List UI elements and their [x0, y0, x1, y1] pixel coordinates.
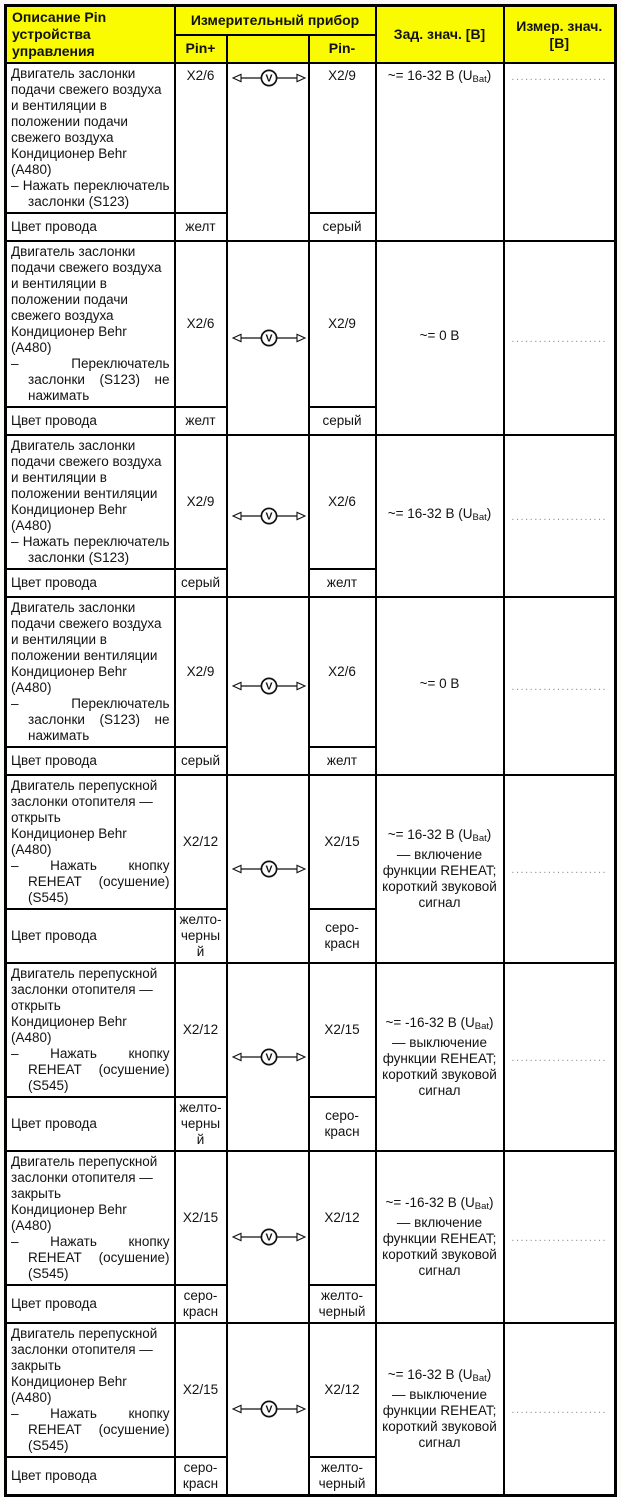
voltmeter-cell — [227, 1323, 309, 1496]
setpoint-text-tail: ) — выключение функции REHEAT; короткий звуковой сигнал — [382, 1015, 497, 1098]
voltmeter-letter: V — [264, 510, 273, 523]
voltmeter-letter: V — [264, 72, 273, 85]
header-instrument-group: Измерительный прибор — [175, 6, 376, 35]
header-setpoint: Зад. знач. [В] — [376, 6, 504, 64]
wire-color-label: Цвет провода — [6, 1457, 175, 1496]
description-row — [6, 63, 616, 213]
pin-plus-value: X2/6 — [175, 63, 227, 213]
pin-minus-value: X2/15 — [309, 775, 376, 909]
pin-minus-value: X2/15 — [309, 963, 376, 1097]
pin-plus-value: X2/9 — [175, 597, 227, 747]
pin-minus-value: X2/12 — [309, 1151, 376, 1285]
pin-block — [6, 1323, 616, 1496]
description-action: – Переключатель заслонки (S123) не нажимать — [11, 356, 170, 403]
device-description — [6, 1151, 175, 1285]
setpoint-subscript: Bat — [472, 833, 487, 844]
description-row — [6, 1151, 616, 1285]
description-action: – Переключатель заслонки (S123) не нажимать — [11, 696, 170, 743]
measured-value-cell — [504, 775, 616, 963]
wire-color-minus: серо-красн — [309, 909, 376, 963]
voltmeter-cell — [227, 1151, 309, 1323]
pin-plus-value: X2/15 — [175, 1151, 227, 1285]
measured-value-dots: ..................... — [511, 510, 608, 523]
voltmeter-icon — [232, 68, 306, 88]
measured-value-dots: ..................... — [511, 71, 608, 83]
measured-value-cell — [504, 963, 616, 1151]
wire-color-minus: желт — [309, 569, 376, 597]
voltmeter-letter: V — [264, 1403, 273, 1416]
setpoint-subscript: Bat — [472, 74, 487, 85]
header-pin-minus: Pin- — [309, 35, 376, 64]
description-device: Кондиционер Behr (A480) — [11, 502, 127, 533]
voltmeter-icon — [232, 506, 306, 526]
measured-value-cell — [504, 435, 616, 597]
setpoint-text: ~= 16-32 В (U — [387, 68, 473, 83]
setpoint-subscript: Bat — [472, 512, 487, 523]
description-device: Кондиционер Behr (A480) — [11, 826, 127, 857]
wire-color-label: Цвет провода — [6, 1285, 175, 1323]
measured-value-dots: ..................... — [511, 332, 608, 345]
pin-plus-value: X2/15 — [175, 1323, 227, 1457]
setpoint-value — [376, 1323, 504, 1496]
description-row — [6, 597, 616, 747]
wire-color-label: Цвет провода — [6, 747, 175, 775]
pin-block — [6, 1151, 616, 1323]
wire-color-plus: желт — [175, 213, 227, 241]
voltmeter-icon — [232, 1047, 306, 1067]
description-row — [6, 963, 616, 1097]
pin-measurement-table — [4, 4, 617, 1497]
description-title: Двигатель заслонки подачи свежего воздуха и вентиляции в положении вентиляции — [11, 438, 162, 501]
pin-block — [6, 597, 616, 775]
description-row — [6, 1323, 616, 1457]
device-description — [6, 1323, 175, 1457]
measured-value-dots: ..................... — [511, 1051, 608, 1064]
description-title: Двигатель перепускной заслонки отопителя — закрыть — [11, 1154, 158, 1201]
description-title: Двигатель перепускной заслонки отопителя — открыть — [11, 966, 158, 1013]
setpoint-value — [376, 241, 504, 435]
description-action: – Нажать кнопку REHEAT (осушение) (S545) — [11, 858, 170, 905]
measured-value-dots: ..................... — [511, 863, 608, 876]
description-device: Кондиционер Behr (A480) — [11, 664, 127, 695]
description-title: Двигатель заслонки подачи свежего воздуха и вентиляции в положении подачи свежего воздуха — [11, 66, 162, 145]
description-title: Двигатель заслонки подачи свежего воздуха и вентиляции в положении вентиляции — [11, 600, 162, 663]
voltmeter-letter: V — [264, 1231, 273, 1244]
setpoint-text: ~= -16-32 В (U — [385, 1195, 475, 1210]
wire-color-plus: серый — [175, 569, 227, 597]
wire-color-label: Цвет провода — [6, 407, 175, 435]
voltmeter-cell — [227, 775, 309, 963]
setpoint-text-tail: ) — [486, 506, 492, 521]
wire-color-plus: желто-черный — [175, 1097, 227, 1151]
pin-plus-value: X2/6 — [175, 241, 227, 407]
pin-block — [6, 435, 616, 597]
device-description — [6, 241, 175, 407]
setpoint-subscript: Bat — [474, 1021, 490, 1032]
setpoint-text: ~= 16-32 В (U — [387, 506, 473, 521]
description-row — [6, 241, 616, 407]
measured-value-cell — [504, 241, 616, 435]
wire-color-label: Цвет провода — [6, 1097, 175, 1151]
description-title: Двигатель перепускной заслонки отопителя — закрыть — [11, 1326, 158, 1373]
setpoint-text-tail: ) — выключение функции REHEAT; короткий звуковой сигнал — [382, 1367, 497, 1450]
header-description: Описание Pin устройства управления — [6, 6, 175, 64]
setpoint-text: ~= 0 В — [419, 328, 460, 343]
voltmeter-icon — [232, 328, 306, 348]
setpoint-text-tail: ) — [486, 68, 492, 83]
voltmeter-letter: V — [264, 1051, 273, 1064]
measured-value-cell — [504, 1323, 616, 1496]
setpoint-text-tail: ) — включение функции REHEAT; короткий звуковой сигнал — [382, 1195, 497, 1278]
pin-block — [6, 775, 616, 963]
setpoint-text-tail: ) — включение функции REHEAT; короткий звуковой сигнал — [382, 827, 497, 910]
measured-value-cell — [504, 63, 616, 241]
description-action: – Нажать переключатель заслонки (S123) — [11, 534, 170, 565]
wire-color-minus: серый — [309, 213, 376, 241]
wire-color-plus: желт — [175, 407, 227, 435]
header-voltmeter-spacer — [227, 35, 309, 64]
measured-value-cell — [504, 597, 616, 775]
wire-color-label: Цвет провода — [6, 909, 175, 963]
description-action: – Нажать переключатель заслонки (S123) — [11, 178, 170, 209]
voltmeter-icon — [232, 859, 306, 879]
header-pin-plus: Pin+ — [175, 35, 227, 64]
pin-minus-value: X2/6 — [309, 435, 376, 569]
description-action: – Нажать кнопку REHEAT (осушение) (S545) — [11, 1406, 170, 1453]
measured-value-dots: ..................... — [511, 1403, 608, 1416]
pin-plus-value: X2/12 — [175, 963, 227, 1097]
wire-color-minus: желто-черный — [309, 1285, 376, 1323]
description-action: – Нажать кнопку REHEAT (осушение) (S545) — [11, 1234, 170, 1281]
voltmeter-letter: V — [264, 332, 273, 345]
pin-block — [6, 963, 616, 1151]
description-title: Двигатель заслонки подачи свежего воздуха и вентиляции в положении подачи свежего воздуха — [11, 244, 162, 323]
wire-color-plus: желто-черный — [175, 909, 227, 963]
setpoint-value — [376, 63, 504, 241]
description-action: – Нажать кнопку REHEAT (осушение) (S545) — [11, 1046, 170, 1093]
description-device: Кондиционер Behr (A480) — [11, 1374, 127, 1405]
setpoint-value — [376, 1151, 504, 1323]
setpoint-text: ~= 0 В — [419, 676, 460, 691]
setpoint-subscript: Bat — [472, 1373, 487, 1384]
wire-color-minus: желто-черный — [309, 1457, 376, 1496]
voltmeter-cell — [227, 435, 309, 597]
setpoint-value — [376, 775, 504, 963]
pin-minus-value: X2/9 — [309, 241, 376, 407]
setpoint-text: ~= 16-32 В (U — [387, 827, 473, 842]
measured-value-dots: ..................... — [511, 680, 608, 693]
description-row — [6, 435, 616, 569]
measured-value-cell — [504, 1151, 616, 1323]
pin-block — [6, 63, 616, 241]
setpoint-subscript: Bat — [474, 1201, 490, 1212]
setpoint-text: ~= -16-32 В (U — [385, 1015, 475, 1030]
setpoint-value — [376, 963, 504, 1151]
wire-color-minus: серый — [309, 407, 376, 435]
measured-value-dots: ..................... — [511, 1231, 608, 1244]
description-device: Кондиционер Behr (A480) — [11, 146, 127, 177]
pin-minus-value: X2/6 — [309, 597, 376, 747]
voltmeter-letter: V — [264, 680, 273, 693]
description-device: Кондиционер Behr (A480) — [11, 324, 127, 355]
voltmeter-cell — [227, 63, 309, 241]
voltmeter-icon — [232, 676, 306, 696]
wire-color-plus: серый — [175, 747, 227, 775]
table-header — [6, 6, 616, 64]
device-description — [6, 597, 175, 747]
wire-color-label: Цвет провода — [6, 213, 175, 241]
device-description — [6, 963, 175, 1097]
device-description — [6, 63, 175, 213]
wire-color-plus: серо-красн — [175, 1457, 227, 1496]
wire-color-minus: желт — [309, 747, 376, 775]
description-device: Кондиционер Behr (A480) — [11, 1202, 127, 1233]
pin-minus-value: X2/12 — [309, 1323, 376, 1457]
device-description — [6, 775, 175, 909]
setpoint-text: ~= 16-32 В (U — [387, 1367, 473, 1382]
pin-plus-value: X2/12 — [175, 775, 227, 909]
description-title: Двигатель перепускной заслонки отопителя — открыть — [11, 778, 158, 825]
voltmeter-letter: V — [264, 863, 273, 876]
pin-plus-value: X2/9 — [175, 435, 227, 569]
setpoint-value — [376, 435, 504, 597]
description-device: Кондиционер Behr (A480) — [11, 1014, 127, 1045]
pin-block — [6, 241, 616, 435]
voltmeter-icon — [232, 1399, 306, 1419]
setpoint-value — [376, 597, 504, 775]
voltmeter-cell — [227, 241, 309, 435]
voltmeter-cell — [227, 597, 309, 775]
header-measured: Измер. знач. [В] — [504, 6, 616, 64]
wire-color-minus: серо-красн — [309, 1097, 376, 1151]
description-row — [6, 775, 616, 909]
voltmeter-icon — [232, 1227, 306, 1247]
wire-color-plus: серо-красн — [175, 1285, 227, 1323]
pin-minus-value: X2/9 — [309, 63, 376, 213]
wire-color-label: Цвет провода — [6, 569, 175, 597]
voltmeter-cell — [227, 963, 309, 1151]
device-description — [6, 435, 175, 569]
